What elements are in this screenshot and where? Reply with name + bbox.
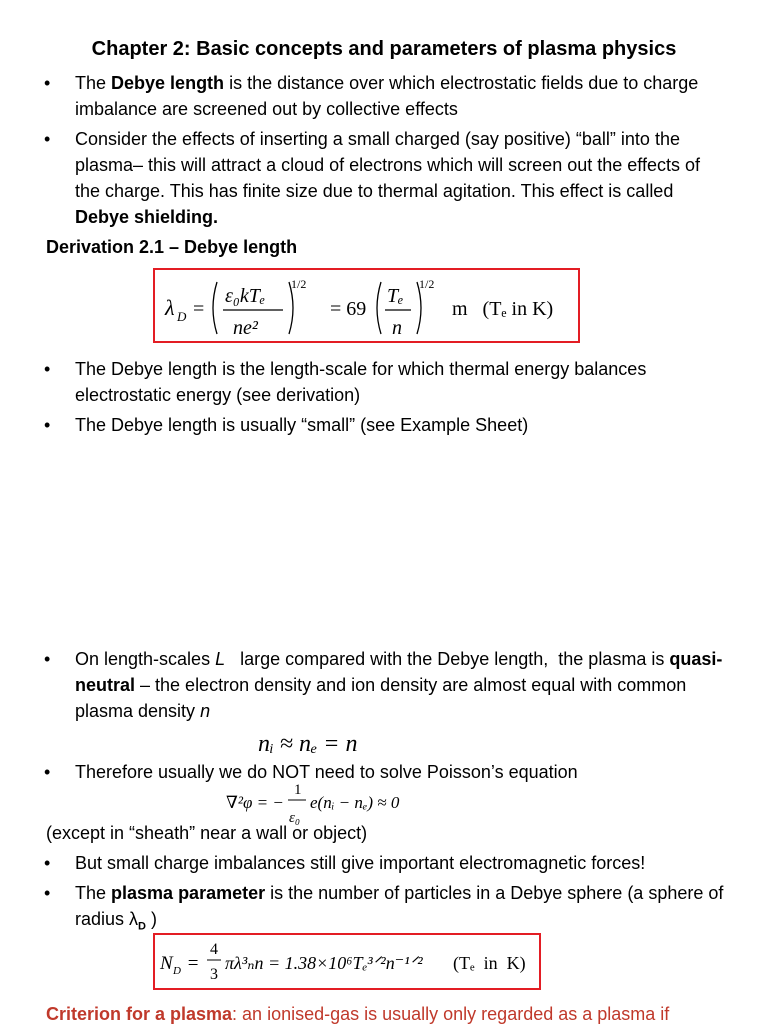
left-paren bbox=[213, 282, 217, 334]
page-title: Chapter 2: Basic concepts and parameters of plasma physics bbox=[91, 38, 677, 60]
criterion-line bbox=[46, 1001, 669, 1027]
bullet-text: On length-scales bbox=[75, 649, 216, 669]
nd-lhs: N bbox=[160, 953, 173, 974]
bullet-bold: Debye shielding. bbox=[75, 207, 219, 227]
bullet-text: ) bbox=[145, 909, 157, 929]
bullet-text: – the electron density and ion density are almost equal with common plasma density bbox=[75, 675, 687, 721]
equals-sign: = bbox=[193, 298, 205, 320]
list-item: • Therefore usually we do NOT need to solve Poisson’s equation bbox=[0, 759, 768, 785]
quasi-neutral-equation: nᵢ ≈ nₑ = n bbox=[258, 731, 358, 757]
list-item bbox=[0, 880, 768, 940]
exponent-2: 1/2 bbox=[419, 277, 435, 291]
bullet-list-mid bbox=[0, 356, 768, 442]
bullet-text: But small charge imbalances still give important electromagnetic forces! bbox=[75, 853, 646, 873]
poisson-frac-den: ε₀ bbox=[289, 810, 301, 826]
left-paren-2 bbox=[377, 282, 381, 334]
sheath-note: (except in “sheath” near a wall or object) bbox=[46, 823, 368, 843]
bullet-text: large compared with the Debye length, the plasma is bbox=[225, 649, 670, 669]
poisson-rhs: e(nᵢ − nₑ) ≈ 0 bbox=[310, 793, 400, 812]
plasma-parameter-box bbox=[153, 933, 541, 990]
criterion-text: : an ionised-gas is usually only regarded as a plasma if bbox=[232, 1004, 670, 1024]
bullet-bold: quasi-neutral bbox=[75, 649, 723, 695]
bullet-text: The bbox=[75, 73, 112, 93]
nd-rhs: πλ³ₙn = 1.38×10⁶Tₑ³ᐟ²n⁻¹ᐟ² bbox=[225, 953, 423, 973]
nd-lhs-sub: D bbox=[173, 965, 181, 977]
list-item bbox=[0, 70, 768, 122]
numerator-1: ε₀kTₑ bbox=[225, 285, 266, 307]
bullet-text: is the distance over which electrostatic fields due to charge imbalance are screened out by collective effects bbox=[75, 73, 699, 119]
list-item: • The Debye length is usually “small” (see Example Sheet) bbox=[0, 412, 768, 438]
bullet-text: is the number of particles in a Debye sphere (a sphere of radius λ bbox=[75, 883, 724, 929]
poisson-frac-num: 1 bbox=[294, 782, 302, 798]
denominator-1: ne² bbox=[233, 317, 258, 339]
lambda-sub: D bbox=[177, 309, 187, 324]
exponent-1: 1/2 bbox=[291, 277, 307, 291]
numerator-2: Tₑ bbox=[387, 285, 404, 307]
derivation-heading: Derivation 2.1 – Debye length bbox=[46, 237, 298, 257]
list-item bbox=[0, 126, 768, 230]
bullet-text: The bbox=[75, 883, 112, 903]
denominator-2: n bbox=[392, 317, 402, 339]
lambda-symbol: λ bbox=[165, 295, 175, 320]
debye-equation bbox=[155, 270, 578, 341]
plasma-parameter-equation bbox=[155, 935, 539, 988]
bullet-list-quasi bbox=[0, 646, 768, 728]
unit-note: m (Tₑ in K) bbox=[452, 298, 554, 320]
bullet-bold: Debye length bbox=[111, 73, 225, 93]
bullet-italic: L bbox=[215, 649, 226, 669]
nd-equals: = bbox=[183, 953, 204, 974]
bullet-italic: n bbox=[200, 701, 211, 721]
bullet-list-top bbox=[0, 70, 768, 234]
equals-69: = 69 bbox=[330, 298, 367, 320]
nd-frac-num: 4 bbox=[210, 941, 218, 958]
bullet-bold: plasma parameter bbox=[111, 883, 266, 903]
debye-equation-box bbox=[153, 268, 580, 343]
nd-unit: (Tₑ in K) bbox=[453, 953, 526, 973]
nd-frac-den: 3 bbox=[210, 966, 218, 983]
list-item bbox=[0, 850, 768, 876]
bullet-sub: D bbox=[138, 920, 146, 933]
list-item bbox=[0, 646, 768, 724]
bullet-text: Consider the effects of inserting a small charged (say positive) “ball” into the plasma– this will attract a cloud of electrons which will screen out the effects of the charge. This has finite size due to thermal agitation. This effect is called bbox=[75, 129, 700, 201]
poisson-lhs: ∇²φ = − bbox=[226, 793, 284, 812]
criterion-label: Criterion for a plasma bbox=[46, 1004, 233, 1024]
bullet-list-bottom bbox=[0, 850, 768, 944]
list-item: • The Debye length is the length-scale for which thermal energy balances electrostatic energy (see derivation) bbox=[0, 356, 768, 408]
